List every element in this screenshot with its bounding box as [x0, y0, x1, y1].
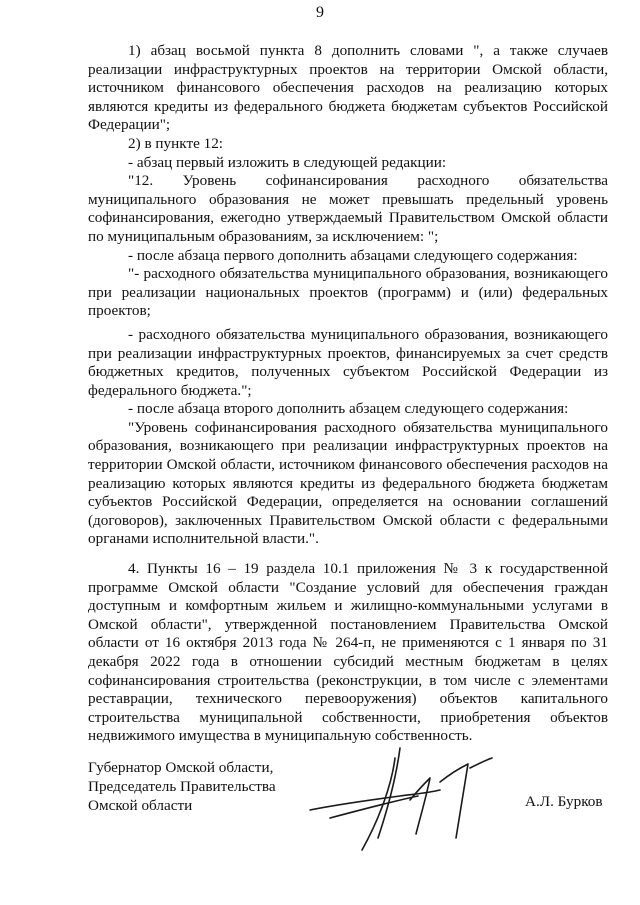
paragraph-amend-point-8: 1) абзац восьмой пункта 8 дополнить словами ", а также случаев реализации инфраструктурных проектов на территории Омской области, источником финансового обеспечения расходов на реализацию которых являются кредиты из федерального бюджета бюджетам субъектов Российской Федерации"; [88, 42, 608, 134]
paragraph-infrastructure-projects: - расходного обязательства муниципального образования, возникающего при реализации инфраструктурных проектов, финансируемых за счет средств бюджетных кредитов, полученных субъектом Российской Федерации из федерального бюджета."; [88, 325, 608, 399]
document-body [88, 42, 608, 746]
handwritten-signature [300, 738, 510, 858]
paragraph-point-12-header: 2) в пункте 12: [128, 134, 224, 152]
paragraph-national-projects: "- расходного обязательства муниципального образования, возникающего при реализации национальных проектов (программ) и (или) федеральных проектов; [88, 265, 608, 320]
paragraph-point-12-new-text: "12. Уровень софинансирования расходного обязательства муниципального образования не может превышать предельный уровень софинансирования, ежегодно утверждаемый Правительством Омской области по муниципальным образованиям, за исключением: "; [88, 172, 608, 245]
paragraph-point-4: 4. Пункты 16 – 19 раздела 10.1 приложения № 3 к государственной программе Омской области "Создание условий для обеспечения граждан доступным и комфортным жильем и жилищно-коммунальными услугами в Омской области", утвержденной постановлением Правительства Омской области от 16 октября 2013 года № 264-п, не применяются с 1 января по 31 декабря 2022 года в отношении субсидий местным бюджетам в целях софинансирования строительства (реконструкции, в том числе с элементами реставрации, технического перевооружения) объектов капитального строительства муниципальной собственности, приобретения объектов недвижимого имущества в муниципальную собственность. [88, 560, 608, 745]
paragraph-add-after-second: - после абзаца второго дополнить абзацем следующего содержания: [128, 400, 569, 418]
signatory-title-line: Губернатор Омской области, [88, 759, 274, 776]
paragraph-first-abzac-instruction: - абзац первый изложить в следующей редакции: [128, 153, 447, 171]
signatory-title-line: Омской области [88, 797, 193, 814]
page-number: 9 [316, 4, 324, 21]
paragraph-add-after-first: - после абзаца первого дополнить абзацами следующего содержания: [128, 246, 578, 264]
paragraph-cofinancing-level: "Уровень софинансирования расходного обязательства муниципального образования, возникающего при реализации инфраструктурных проектов на территории Омской области, источником финансового обеспечения расходов на реализацию которых являются кредиты из федерального бюджета бюджетам субъектов Российской Федерации, определяется на основании соглашений (договоров), заключенных Правительством Омской области с федеральными органами исполнительной власти.". [88, 418, 608, 548]
signatory-title-line: Председатель Правительства [88, 778, 276, 795]
signatory-title [88, 758, 276, 815]
signer-name: А.Л. Бурков [525, 793, 603, 810]
